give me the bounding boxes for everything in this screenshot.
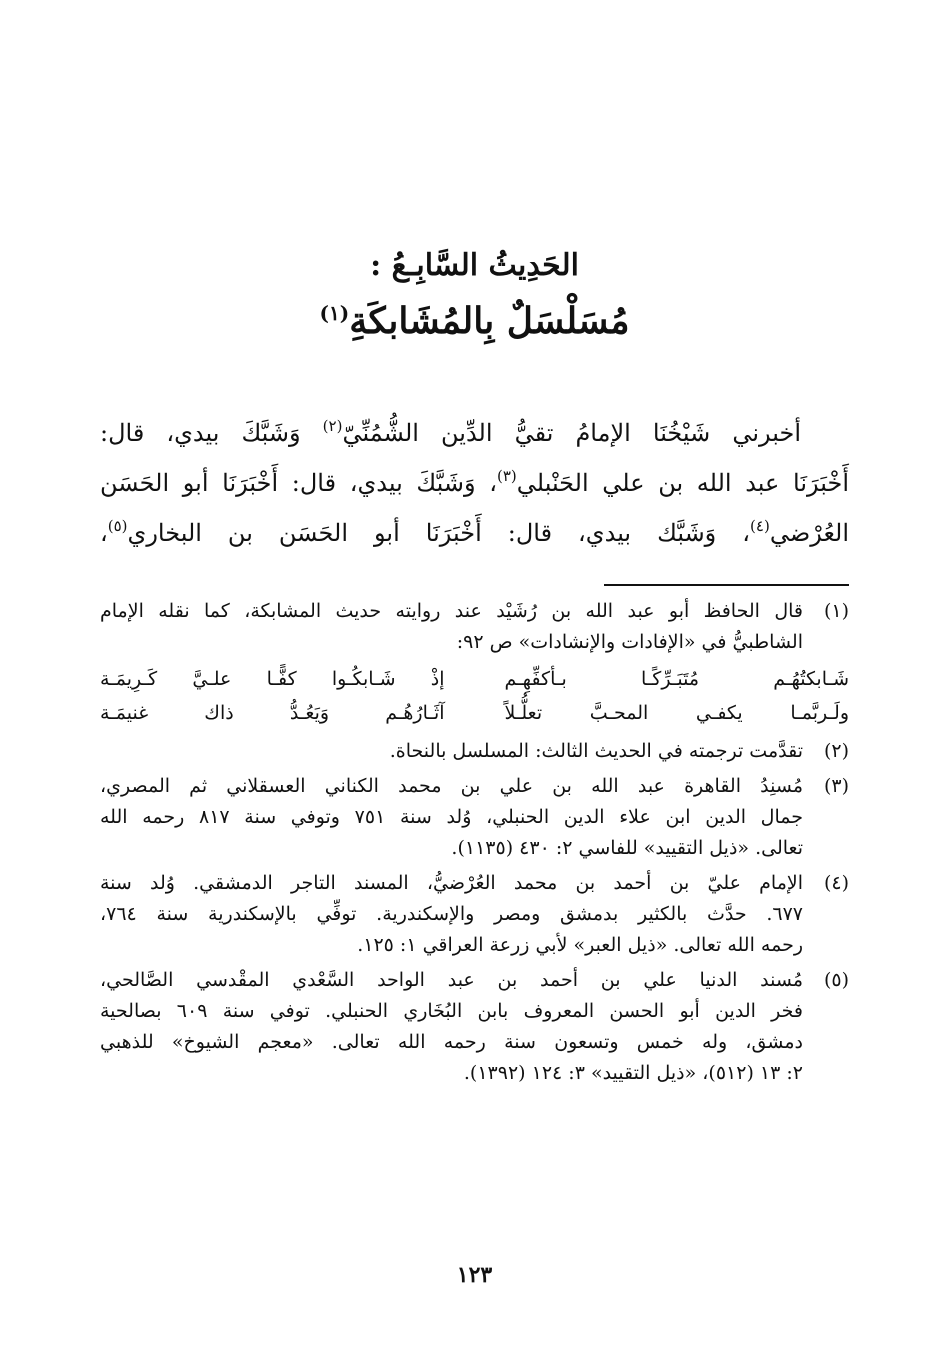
footnote-3 <box>100 771 849 864</box>
poem-verse-1-first-hemistich: شَـابكتُهُـم مُتَبَـرِّكًـا بـأكفِّهِـم <box>504 668 849 690</box>
isnad-line-1-text: أخبرني شَيْخُنَا الإمامُ تقيُّ الدِّين الشُّمُنِّيّ <box>342 419 801 447</box>
isnad-line-3-mid: ، وَشَبَّك بيدي، قال: أَخْبَرَنَا أبو الحَسَن بن البخاري <box>127 519 751 547</box>
footnote-5-line-4: ٢: ١٣ (٥١٢)، «ذيل التقييد» ٣: ١٢٤ (١٣٩٢). <box>463 1062 803 1084</box>
poem-verse-1 <box>100 662 849 696</box>
isnad-line-3-tail: ، <box>100 519 108 547</box>
poem <box>100 662 849 730</box>
poem-verse-2-second-hemistich: آثَـارُهُـم وَيَعُـدُّ ذاك غنيمَـة <box>100 702 445 724</box>
hadith-subheading-text: مُسَلْسَلٌ بِالمُشَابكَةِ <box>349 300 630 342</box>
hadith-subheading <box>0 300 949 342</box>
footnotes <box>100 596 849 1093</box>
poem-verse-2-first-hemistich: ولَـربَّمـا يكفـي المحـبَّ تعلُّـلاً <box>504 702 849 724</box>
poem-verse-2 <box>100 696 849 730</box>
footnote-ref-2: (٢) <box>322 417 343 435</box>
poem-verse-1-second-hemistich: إذْ شَـابكُـوا كفًّـا علـيَّ كَـرِيمَـة <box>100 668 445 690</box>
footnote-1-number: (١) <box>823 600 849 622</box>
footnote-5-line-1: مُسند الدنيا علي بن أحمد بن عبد الواحد السَّعْدي المقْدسي الصَّالحي، <box>100 969 803 991</box>
footnote-ref-5: (٥) <box>107 517 128 535</box>
footnote-3-number: (٣) <box>823 775 849 797</box>
footnote-1-line-2: الشاطبيُّ في «الإفادات والإنشادات» ص ٩٢: <box>456 631 803 653</box>
hadith-heading <box>0 248 949 283</box>
page-number: ١٢٣ <box>456 1262 493 1288</box>
footnote-3-line-1: مُسنِدُ القاهرة عبد الله بن علي بن محمد الكناني العسقلاني ثم المصري، <box>100 775 803 797</box>
footnote-ref-4: (٤) <box>750 517 770 535</box>
footnote-ref-1: (١) <box>319 301 350 325</box>
footnote-3-line-2: جمال الدين ابن علاء الدين الحنبلي، وُلد سنة ٧٥١ وتوفي سنة ٨١٧ رحمه الله <box>100 806 804 828</box>
footnote-5-number: (٥) <box>823 969 849 991</box>
isnad-line-2-tail: ، وَشَبَّكَ بيدي، قال: أَخْبَرَنَا أبو الحَسَن <box>100 469 497 497</box>
isnad-line-2-text: أَخْبَرَنَا عبد الله بن علي الحَنْبلي <box>516 469 849 497</box>
footnote-1-line-1: قال الحافظ أبو عبد الله بن رُشَيْد عند روايته حديث المشابكة، كما نقله الإمام <box>100 600 803 622</box>
footnote-5-line-2: فخر الدين أبو الحسن المعروف بابن البُخَاري الحنبلي. توفي سنة ٦٠٩ بصالحية <box>100 1000 803 1022</box>
footnote-ref-3: (٣) <box>496 467 517 485</box>
footnote-2-number: (٢) <box>823 740 849 762</box>
footnote-4 <box>100 868 849 961</box>
isnad-line-1 <box>100 408 849 458</box>
isnad-line-2 <box>100 458 849 508</box>
footnote-2-line-1: تقدَّمت ترجمته في الحديث الثالث: المسلسل بالنحاة. <box>389 740 803 762</box>
isnad-line-3 <box>100 508 849 558</box>
footnote-3-line-3: تعالى. «ذيل التقييد» للفاسي ٢: ٤٣٠ (١١٣٥). <box>451 837 803 859</box>
footnote-4-line-3: رحمه الله تعالى. «ذيل العبر» لأبي زرعة العراقي ١: ١٢٥. <box>357 934 803 956</box>
isnad-line-1-tail: وَشَبَّكَ بيدي، قال: <box>100 419 323 447</box>
footnote-2 <box>100 736 849 767</box>
footnote-5-line-3: دمشق، وله خمس وتسعون سنة رحمه الله تعالى. «معجم الشيوخ» للذهبي <box>100 1031 803 1053</box>
footnote-4-line-2: ٦٧٧. حدَّث بالكثير بدمشق ومصر والإسكندرية. توفِّي بالإسكندرية سنة ٧٦٤، <box>100 903 803 925</box>
hadith-heading-text: الحَدِيثُ السَّابِـعُ : <box>370 248 579 283</box>
footnote-1 <box>100 596 849 658</box>
footnote-4-number: (٤) <box>823 872 849 894</box>
footnote-4-line-1: الإمام عليّ بن أحمد بن محمد العُرْضيُّ، المسند التاجر الدمشقي. وُلد سنة <box>100 872 804 894</box>
footnote-separator <box>604 584 849 586</box>
isnad-line-3-text: العُرْضي <box>769 519 849 547</box>
isnad-paragraph <box>100 408 849 558</box>
footnote-5 <box>100 965 849 1089</box>
